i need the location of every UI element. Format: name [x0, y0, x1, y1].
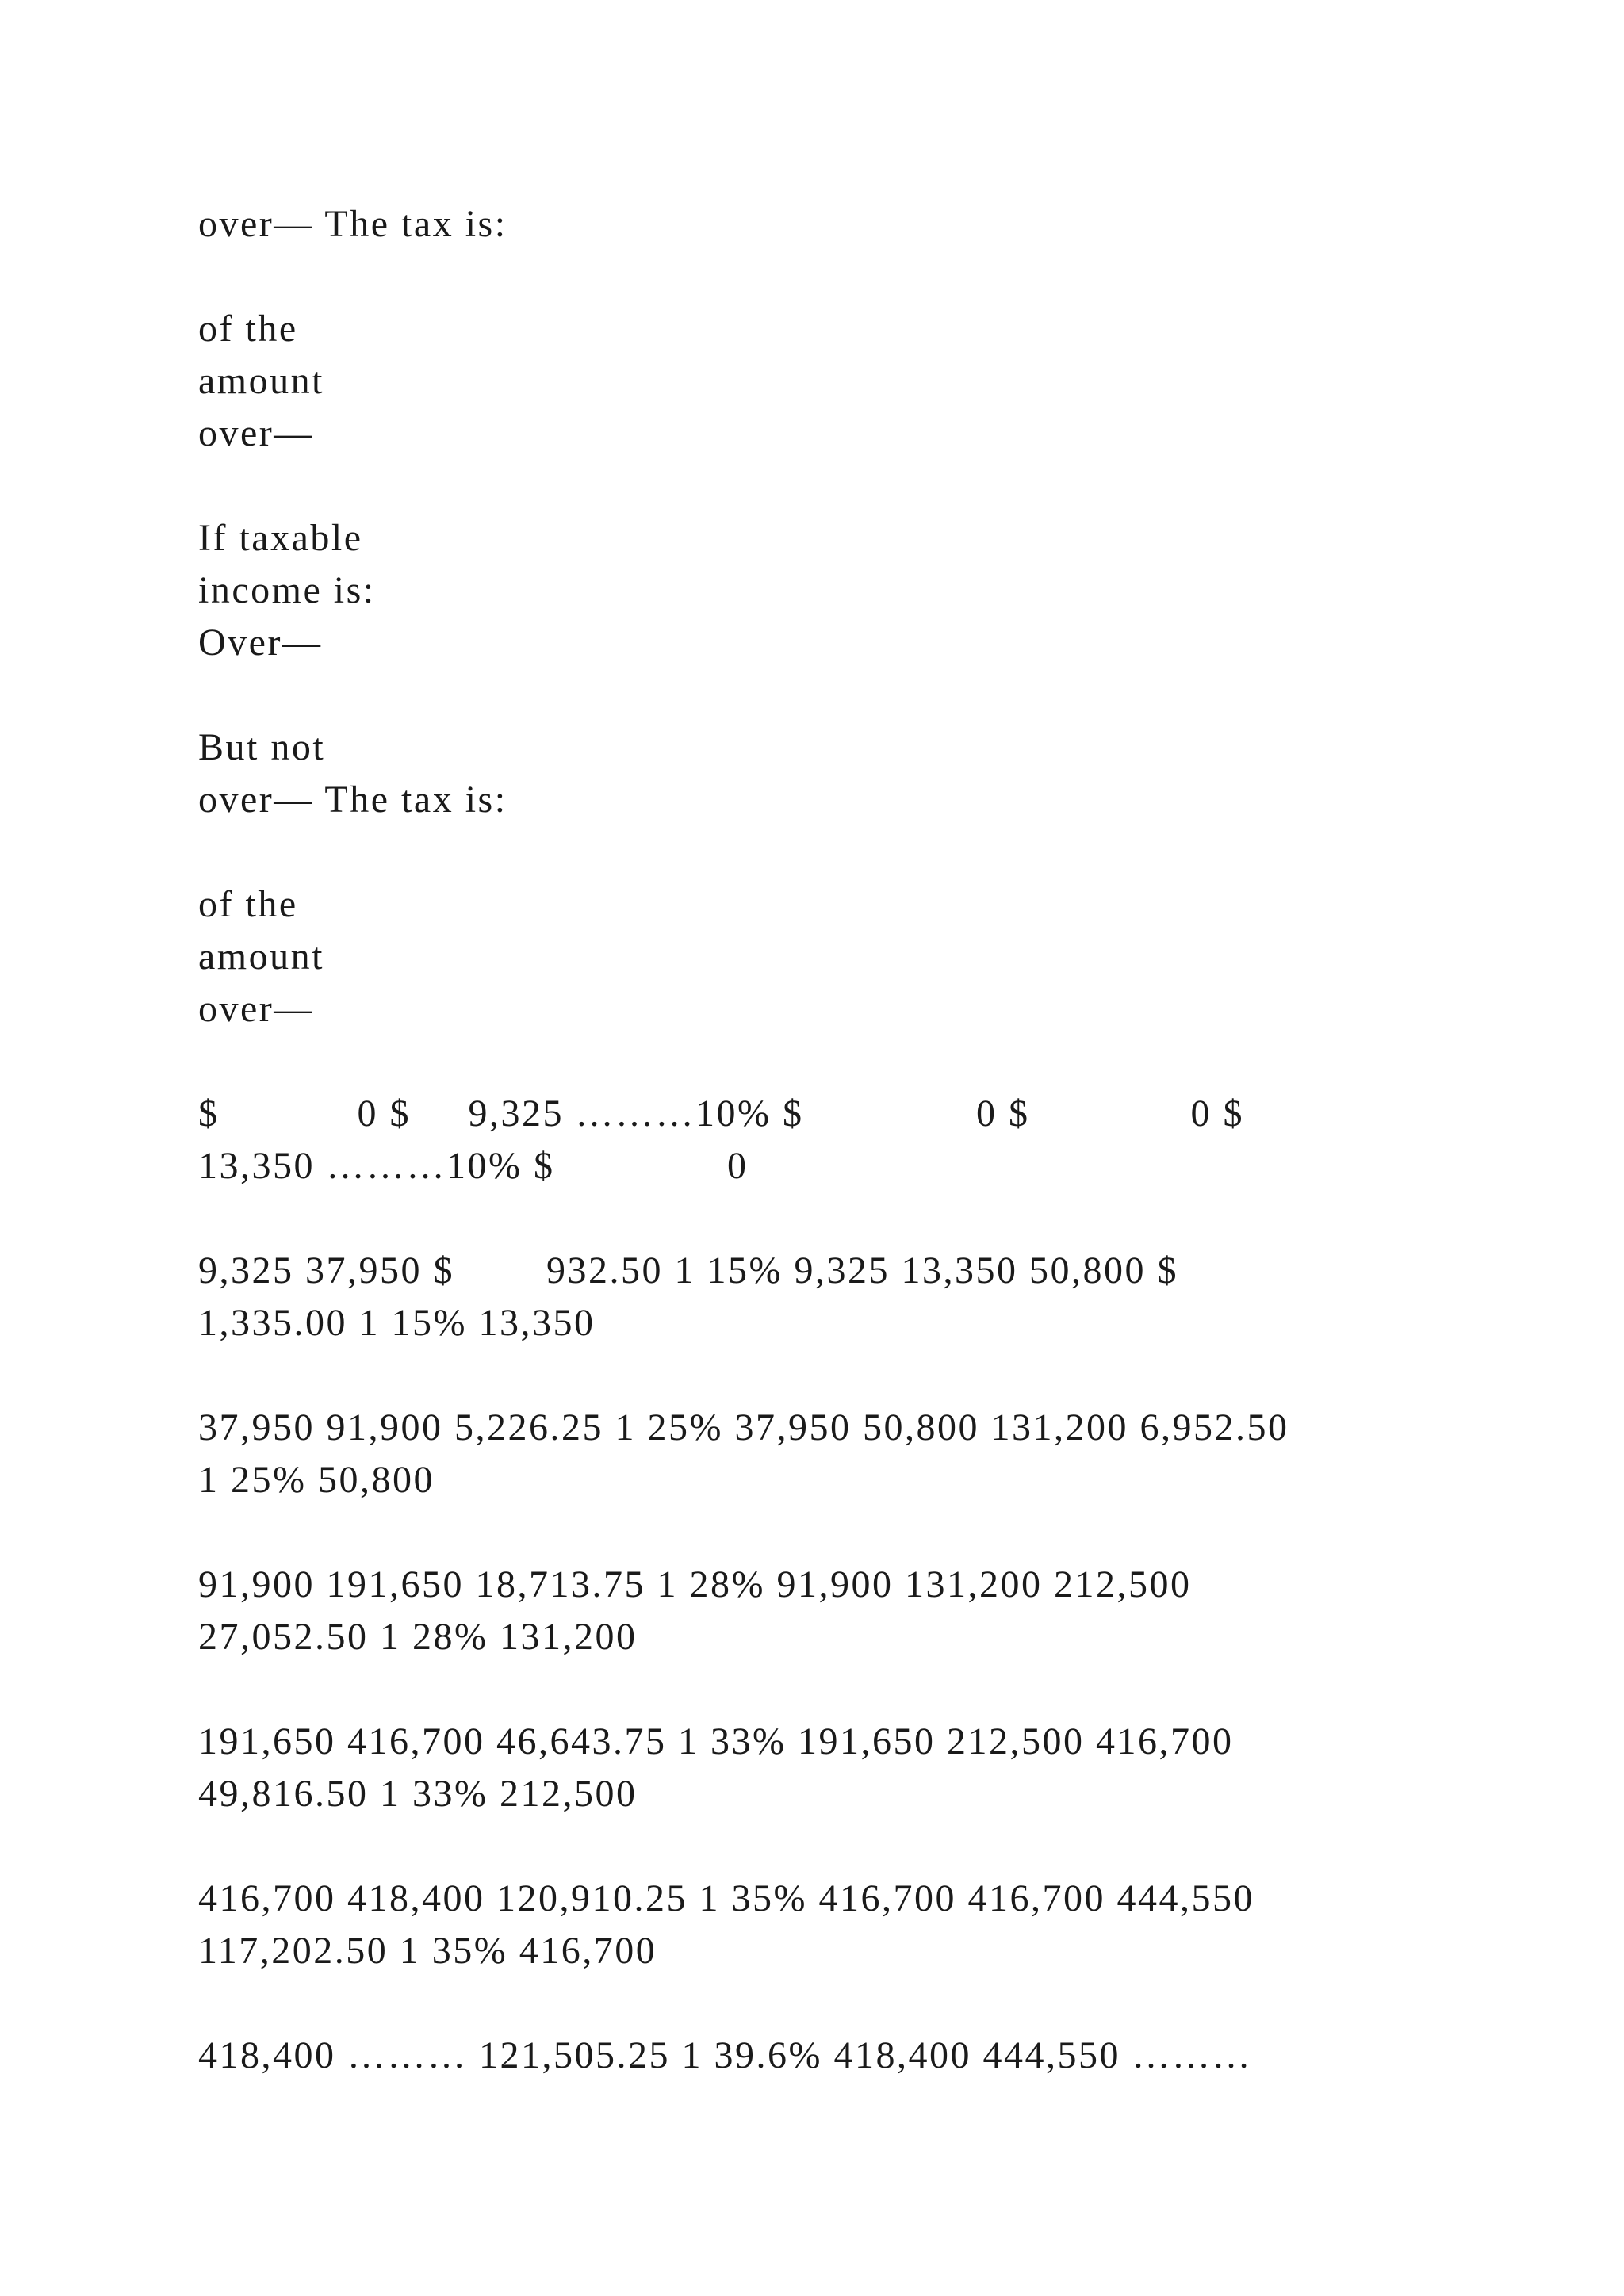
tax-table-text: [198, 198, 1467, 2134]
paragraph: of the amount over—: [198, 883, 324, 1030]
paragraph: over— The tax is:: [198, 203, 508, 245]
paragraph: 9,325 37,950 $ 932.50 1 15% 9,325 13,350 50,800 $ 1,335.00 1 15% 13,350: [198, 1249, 1178, 1344]
paragraph: 91,900 191,650 18,713.75 1 28% 91,900 131,200 212,500 27,052.50 1 28% 131,200: [198, 1563, 1192, 1658]
paragraph: 37,950 91,900 5,226.25 1 25% 37,950 50,800 131,200 6,952.50 1 25% 50,800: [198, 1406, 1289, 1501]
paragraph: But not over— The tax is:: [198, 726, 508, 821]
paragraph: If taxable income is: Over—: [198, 517, 376, 664]
paragraph: of the amount over—: [198, 308, 324, 454]
paragraph: 416,700 418,400 120,910.25 1 35% 416,700 416,700 444,550 117,202.50 1 35% 416,700: [198, 1877, 1254, 1972]
paragraph: 418,400 ……… 121,505.25 1 39.6% 418,400 444,550 ………: [198, 2034, 1252, 2076]
paragraph: $ 0 $ 9,325 ………10% $ 0 $ 0 $ 13,350 ………10% $ 0: [198, 1093, 1244, 1187]
paragraph: 191,650 416,700 46,643.75 1 33% 191,650 212,500 416,700 49,816.50 1 33% 212,500: [198, 1720, 1234, 1815]
